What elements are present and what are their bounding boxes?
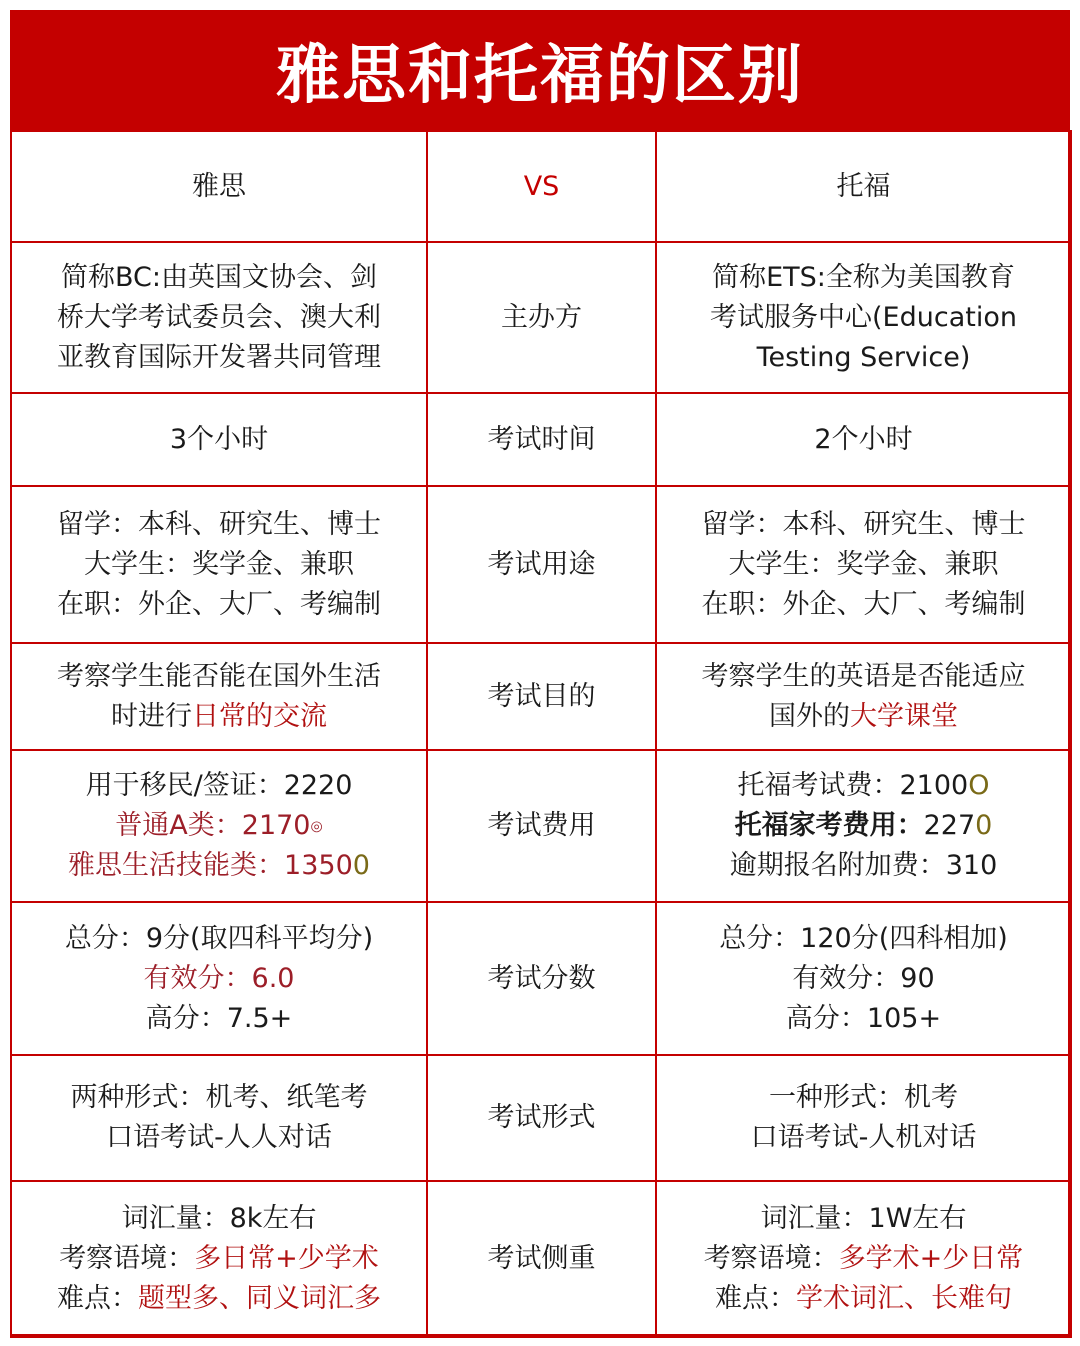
highlight-text: 大学课堂 (850, 700, 958, 732)
format-label: 考试形式 (427, 1055, 656, 1181)
usage-label: 考试用途 (427, 486, 656, 643)
score-toefl: 总分：120分(四科相加) 有效分：90 高分：105+ (656, 902, 1071, 1055)
duration-ielts: 3个小时 (11, 393, 427, 486)
purpose-label: 考试目的 (427, 643, 656, 750)
duration-label: 考试时间 (427, 393, 656, 486)
score-ielts: 总分：9分(取四科平均分) 有效分：6.0 高分：7.5+ (11, 902, 427, 1055)
header-vs: VS (427, 131, 656, 242)
format-toefl: 一种形式：机考 口语考试-人机对话 (656, 1055, 1071, 1181)
focus-ielts: 词汇量：8k左右 考察语境：多日常+少学术 难点：题型多、同义词汇多 (11, 1181, 427, 1337)
page-title: 雅思和托福的区别 (276, 39, 804, 113)
format-ielts: 两种形式：机考、纸笔考 口语考试-人人对话 (11, 1055, 427, 1181)
duration-toefl: 2个小时 (656, 393, 1071, 486)
outer-frame (10, 10, 1070, 1336)
usage-ielts: 留学：本科、研究生、博士 大学生：奖学金、兼职 在职：外企、大厂、考编制 (11, 486, 427, 643)
highlight-text: 多学术+少日常 (838, 1243, 1024, 1274)
highlight-text: 学术词汇、长难句 (796, 1283, 1012, 1314)
focus-label: 考试侧重 (427, 1181, 656, 1337)
purpose-toefl: 考察学生的英语是否能适应 国外的大学课堂 (656, 643, 1071, 750)
purpose-ielts: 考察学生能否能在国外生活 时进行日常的交流 (11, 643, 427, 750)
header-ielts: 雅思 (11, 131, 427, 242)
organizer-ielts: 简称BC:由英国文协会、剑 桥大学考试委员会、澳大利 亚教育国际开发署共同管理 (11, 242, 427, 393)
header-toefl: 托福 (656, 131, 1071, 242)
highlight-text: 日常的交流 (192, 700, 327, 732)
score-label: 考试分数 (427, 902, 656, 1055)
organizer-label: 主办方 (427, 242, 656, 393)
organizer-toefl: 简称ETS:全称为美国教育 考试服务中心(Education Testing Service) (656, 242, 1071, 393)
highlight-text: 多日常+少学术 (194, 1243, 379, 1274)
circle-mark-icon: ◎ (310, 818, 323, 835)
fee-ielts: 用于移民/签证：2220 普通A类：2170◎ 雅思生活技能类：13500 (11, 750, 427, 902)
focus-toefl: 词汇量：1W左右 考察语境：多学术+少日常 难点：学术词汇、长难句 (656, 1181, 1071, 1337)
usage-toefl: 留学：本科、研究生、博士 大学生：奖学金、兼职 在职：外企、大厂、考编制 (656, 486, 1071, 643)
fee-label: 考试费用 (427, 750, 656, 902)
fee-toefl: 托福考试费：2100O 托福家考费用：2270 逾期报名附加费：310 (656, 750, 1071, 902)
highlight-text: 题型多、同义词汇多 (138, 1283, 381, 1314)
